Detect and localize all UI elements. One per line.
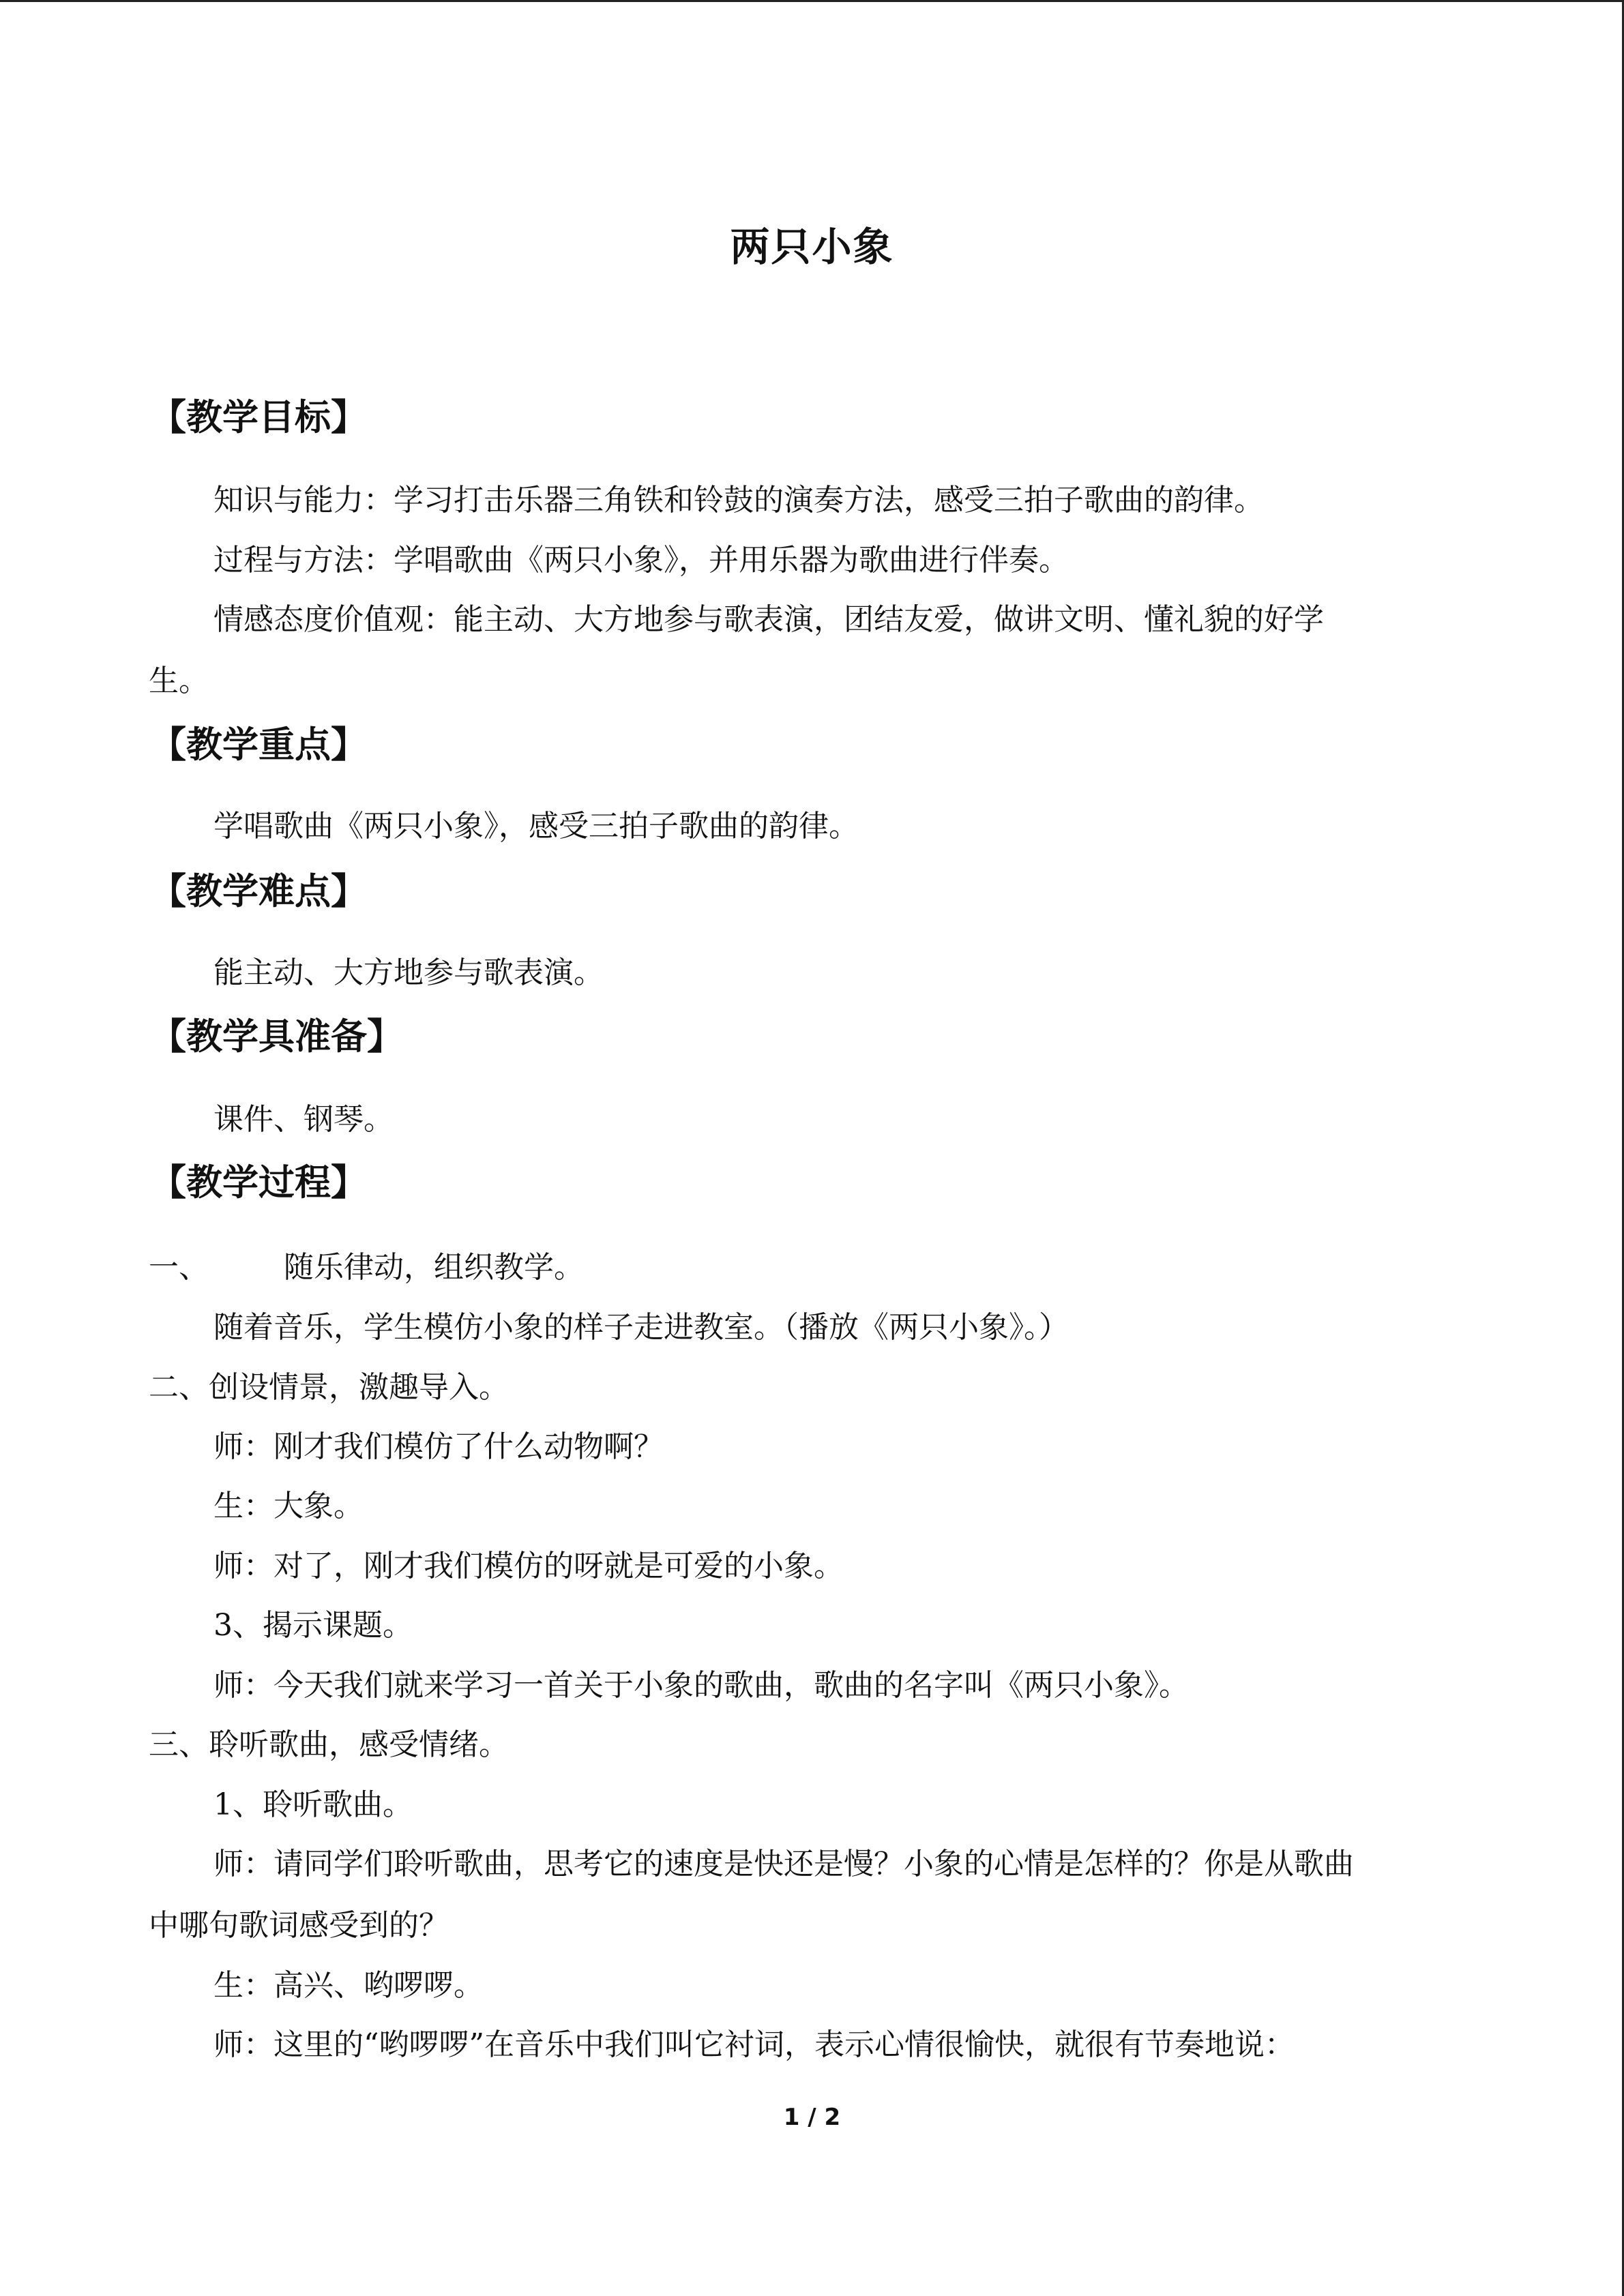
step-one xyxy=(149,1242,584,1286)
page-number: 1 / 2 xyxy=(783,2104,841,2131)
step-two: 二、创设情景，激趣导入。 xyxy=(149,1370,509,1405)
paragraph: 随着音乐，学生模仿小象的样子走进教室。（播放《两只小象》。） xyxy=(213,1310,1069,1345)
step-number: 一、 xyxy=(149,1250,209,1285)
paragraph: 生：大象。 xyxy=(213,1489,364,1523)
paragraph: 生：高兴、哟啰啰。 xyxy=(213,1968,484,2003)
paragraph-continuation: 生。 xyxy=(149,664,209,698)
heading-objectives: 【教学目标】 xyxy=(150,397,367,438)
paragraph: 学唱歌曲《两只小象》，感受三拍子歌曲的韵律。 xyxy=(213,809,859,844)
heading-key-points: 【教学重点】 xyxy=(150,724,367,766)
step-text: 随乐律动，组织教学。 xyxy=(284,1250,584,1285)
page-top-border xyxy=(0,0,1624,2)
paragraph: 课件、钢琴。 xyxy=(213,1102,394,1137)
paragraph: 情感态度价值观：能主动、大方地参与歌表演，团结友爱，做讲文明、懂礼貌的好学 xyxy=(213,602,1324,637)
heading-process: 【教学过程】 xyxy=(150,1162,367,1204)
paragraph: 师：请同学们聆听歌曲，思考它的速度是快还是慢？小象的心情是怎样的？你是从歌曲 xyxy=(213,1847,1354,1881)
heading-materials: 【教学具准备】 xyxy=(150,1016,403,1058)
paragraph: 3、揭示课题。 xyxy=(213,1608,413,1643)
paragraph: 1、聆听歌曲。 xyxy=(213,1787,413,1822)
step-three: 三、聆听歌曲，感受情绪。 xyxy=(149,1727,509,1762)
paragraph: 过程与方法：学唱歌曲《两只小象》，并用乐器为歌曲进行伴奏。 xyxy=(213,543,1069,578)
paragraph: 师：对了，刚才我们模仿的呀就是可爱的小象。 xyxy=(213,1549,844,1583)
paragraph: 师：刚才我们模仿了什么动物啊？ xyxy=(213,1429,664,1464)
paragraph: 能主动、大方地参与歌表演。 xyxy=(213,955,604,990)
paragraph-continuation: 中哪句歌词感受到的？ xyxy=(149,1908,449,1943)
paragraph: 知识与能力：学习打击乐器三角铁和铃鼓的演奏方法，感受三拍子歌曲的韵律。 xyxy=(213,483,1264,518)
paragraph: 师：今天我们就来学习一首关于小象的歌曲，歌曲的名字叫《两只小象》。 xyxy=(213,1668,1189,1703)
paragraph: 师：这里的“哟啰啰”在音乐中我们叫它衬词，表示心情很愉快，就很有节奏地说： xyxy=(213,2027,1295,2062)
document-title: 两只小象 xyxy=(730,224,894,270)
heading-difficulties: 【教学难点】 xyxy=(150,871,367,912)
